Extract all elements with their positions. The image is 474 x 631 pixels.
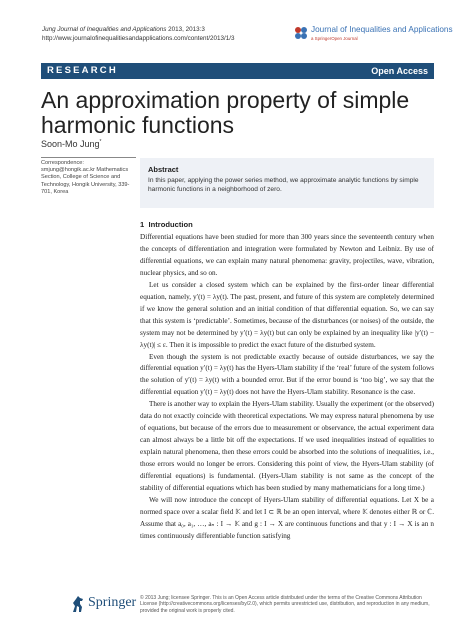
section-title: Introduction bbox=[148, 220, 193, 229]
journal-subtitle: a SpringerOpen Journal bbox=[311, 36, 358, 41]
journal-title: Journal of Inequalities and Applications bbox=[311, 25, 453, 34]
author-mark: * bbox=[99, 139, 102, 145]
paragraph-1: Differential equations have been studied for more than 300 years since the seventeenth century when the concepts of differentiation and integration were formulated by Newton and Leibniz. By use of differential equations, we can explain many natural phenomena: gravity, projectiles, wave, vibration, nuclear physics, and so on. bbox=[140, 233, 434, 277]
abstract-text: In this paper, applying the power series method, we approximate analytic functions by simple harmonic functions in a neighborhood of zero. bbox=[148, 177, 419, 193]
correspondence-rule bbox=[41, 157, 136, 158]
springeropen-icon bbox=[294, 26, 308, 40]
springer-horse-icon bbox=[70, 594, 86, 614]
correspondence-text: Correspondence: smjung@hongik.ac.kr Mathematics Section, College of Science and Technology, Hongik University, 339-701, Korea bbox=[41, 160, 130, 195]
article-body bbox=[140, 232, 434, 543]
abstract-box bbox=[140, 158, 434, 208]
citation-volume: 2013, 2013:3 bbox=[166, 26, 205, 33]
paragraph-3: Even though the system is not predictable exactly because of outside disturbances, we say the differential equation y′(t) = λy(t) has the Hyers-Ulam stability if the ‘real’ future of the system follows the solution of y′(t) = λy(t) with a bounded error. But if the error bound is ‘too big’, we say that the differential equation y′(t) = λy(t) does not have the Hyers-Ulam stability. Resonance is the case. bbox=[140, 352, 434, 397]
open-access-label: Open Access bbox=[371, 65, 428, 76]
publisher-name: Springer bbox=[88, 595, 137, 610]
article-type-banner bbox=[41, 63, 434, 79]
article-title: An approximation property of simple harmonic functions bbox=[41, 87, 410, 138]
correspondence-note bbox=[41, 157, 136, 196]
article-type-label: RESEARCH bbox=[47, 65, 118, 76]
citation-line bbox=[42, 26, 235, 35]
paragraph-5: We will now introduce the concept of Hyers-Ulam stability of differential equations. Let X be a normed space over a scalar field 𝕂 and let I ⊂ ℝ be an open interval, where 𝕂 denotes either ℝ or ℂ. Assume that a₀, a₁, …, aₙ : I → 𝕂 and g : I → X are continuous functions and that y : I → X is an n times continuously differentiable function satisfying bbox=[140, 495, 434, 540]
journal-logo bbox=[294, 25, 453, 43]
author-line bbox=[41, 139, 102, 149]
springer-logo bbox=[70, 594, 140, 614]
citation-journal: Jung Journal of Inequalities and Applications bbox=[42, 26, 167, 33]
citation-header bbox=[42, 26, 235, 43]
license-note: © 2013 Jung; licensee Springer. This is an Open Access article distributed under the terms of the Creative Commons Attribution License (http://creativecommons.org/licenses/by/2.0), which permits unrestricted use, distribution, and reproduction in any medium, provided the original work is properly cited. bbox=[140, 595, 430, 614]
author-name[interactable]: Soon-Mo Jung bbox=[41, 139, 100, 149]
section-number: 1 bbox=[140, 220, 145, 229]
section-heading bbox=[140, 220, 193, 229]
abstract-heading: Abstract bbox=[148, 165, 179, 174]
paragraph-2: Let us consider a closed system which can be explained by the first-order linear differential equation, namely, y′(t) = λy(t). The past, present, and future of this system are completely determined if we know the general solution and an initial condition of that differential equation. So, we can say that this system is ‘predictable’. Sometimes, because of the disturbances (or noises) of the outside, the system may not be determined by y′(t) = λy(t) but can only be explained by an inequality like |y′(t) − λy(t)| ≤ ε. Then it is impossible to predict the exact future of the disturbed system. bbox=[140, 280, 434, 349]
citation-url[interactable]: http://www.journalofinequalitiesandapplications.com/content/2013/1/3 bbox=[42, 34, 235, 42]
paragraph-4: There is another way to explain the Hyers-Ulam stability. Usually the experiment (or the observed) data do not exactly coincide with theoretical expectations. We may express natural phenomena by use of equations, but because of the errors due to measurement or observance, the actual experiment data can almost always be a little bit off the expectations. If we used inequalities instead of equalities to explain natural phenomena, then these errors could be absorbed into the solutions of inequalities, i.e., those errors would no longer be errors. Considering this point of view, the Hyers-Ulam stability (of differential equations) is fundamental. (Hyers-Ulam stability is not same as the concept of the stability of differential equations which has been studied by many mathematicians for a long time.) bbox=[140, 400, 434, 493]
